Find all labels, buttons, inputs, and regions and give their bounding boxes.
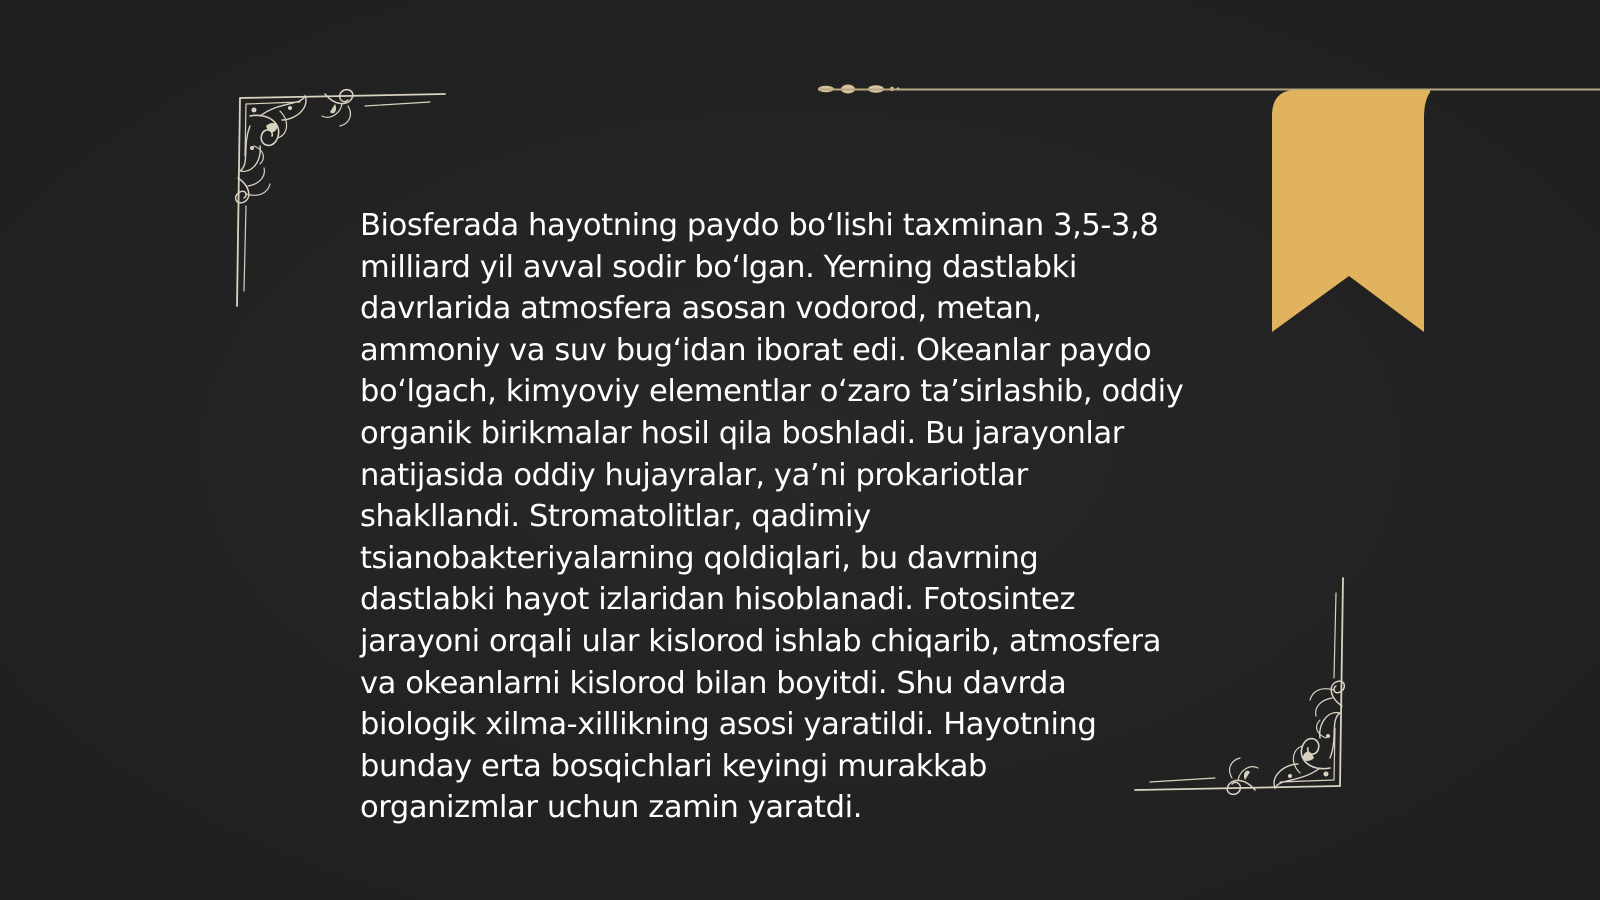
slide-body-paragraph: Biosferada hayotning paydo bo‘lishi taxminan 3,5-3,8 milliard yil avval sodir bo‘lgan. Yerning dastlabki davrlarida atmosfera asosan vodorod, metan, ammoniy va suv bug‘idan iborat edi. Okeanlar paydo bo‘lgach, kimyoviy elementlar o‘zaro ta’sirlashib, oddiy organik birikmalar hosil qila boshladi. Bu jarayonlar natijasida oddiy hujayralar, ya’ni prokariotlar shakllandi. Stromatolitlar, qadimiy tsianobakteriyalarning qoldiqlari, bu davrning dastlabki hayot izlaridan hisoblanadi. Fotosintez jarayoni orqali ular kislorod ishlab chiqarib, atmosfera va okeanlarni kislorod bilan boyitdi. Shu davrda biologik xilma-xillikning asosi yaratildi. Hayotning bunday erta bosqichlari keyingi murakkab organizmlar uchun zamin yaratdi. bbox=[360, 208, 1184, 826]
bookmark-ribbon-icon bbox=[1270, 88, 1430, 338]
